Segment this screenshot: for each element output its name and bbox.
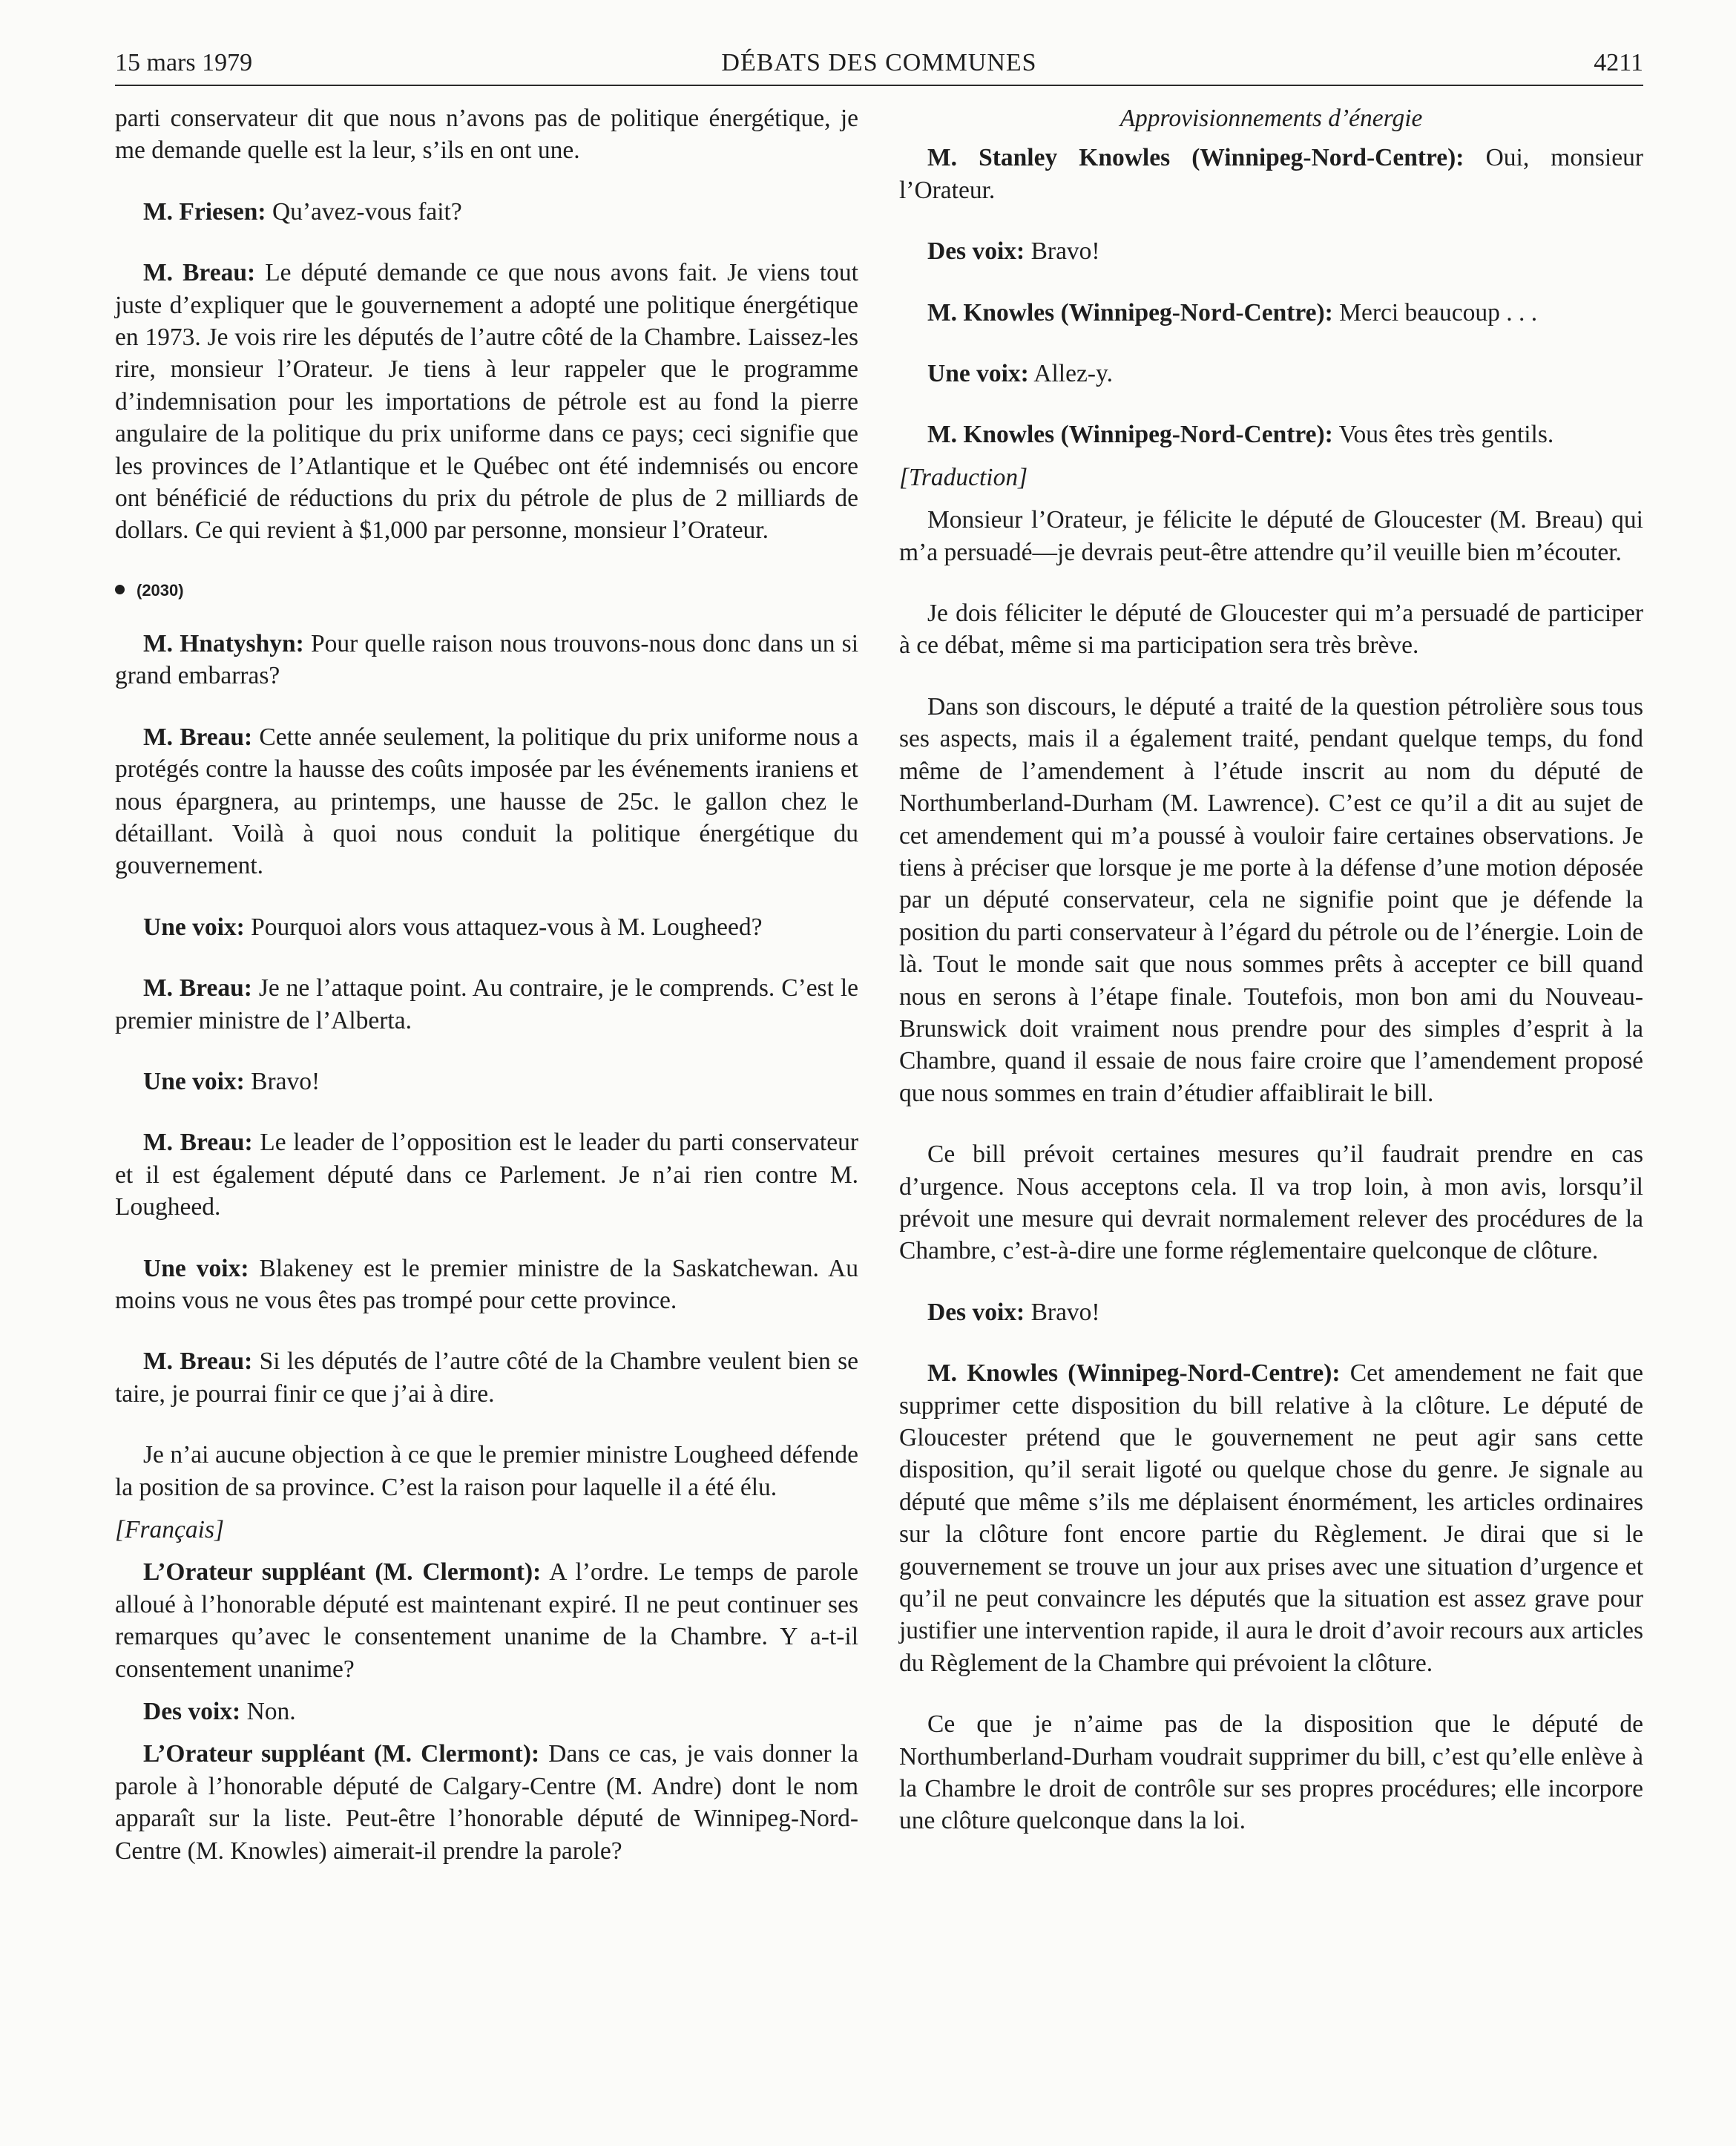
- speech: [115, 257, 858, 547]
- speech-text: Dans ce cas, je vais donner la parole à l’honorable député de Calgary-Centre (M. Andre) dont le nom apparaît sur la liste. Peut-être l’honorable député de Winnipeg-Nord-Centre (M. Knowles) aimerait-il prendre la parole?: [115, 1740, 858, 1865]
- left-column: [115, 102, 858, 1877]
- speech-text: Le député demande ce que nous avons fait. Je viens tout juste d’expliquer que le gouvernement a adopté une politique énergétique en 1973. Je vois rire les députés de l’autre côté de la Chambre. Laissez-les rire, monsieur l’Orateur. Je tiens à leur rappeler que le programme d’indemnisation pour les importations de pétrole est au fond la pierre angulaire de la politique du prix uniforme dans ce pays; ceci signifie que les provinces de l’Atlantique et le Québec ont été indemnisés ou encore ont bénéficié de réductions du prix du pétrole de plus de 2 milliards de dollars. Ce qui revient à $1,000 par personne, monsieur l’Orateur.: [115, 259, 858, 545]
- header-title: DÉBATS DES COMMUNES: [721, 49, 1037, 76]
- speech-text: Merci beaucoup . . .: [1332, 298, 1538, 327]
- speech-text: Pourquoi alors vous attaquez-vous à M. Lougheed?: [244, 913, 763, 941]
- speech: [115, 911, 858, 943]
- section-heading: Approvisionnements d’énergie: [1119, 105, 1423, 132]
- paragraph: Je dois féliciter le député de Gloucester qui m’a persuadé de participer à ce débat, même si ma participation sera très brève.: [899, 600, 1643, 660]
- speech-text: Vous êtes très gentils.: [1332, 421, 1554, 449]
- speech-text: Qu’avez-vous fait?: [266, 197, 462, 226]
- speech-text: Je ne l’attaque point. Au contraire, je le comprends. C’est le premier ministre de l’Alberta.: [115, 974, 858, 1034]
- speech: [115, 628, 858, 692]
- speaker: M. Breau:: [143, 723, 253, 751]
- paragraph: Ce bill prévoit certaines mesures qu’il faudrait prendre en cas d’urgence. Nous acceptons cela. Il va trop loin, à mon avis, lorsqu’il prévoit une mesure qui devrait normalement relever des procédures de la Chambre, c’est-à-dire une forme réglementaire quelconque de clôture.: [899, 1141, 1643, 1265]
- speech-text: Bravo!: [1025, 237, 1100, 266]
- time-label: (2030): [137, 580, 184, 600]
- speech-text: Blakeney est le premier ministre de la Saskatchewan. Au moins vous ne vous êtes pas trompé pour cette province.: [115, 1254, 858, 1314]
- speech: [115, 1556, 858, 1685]
- speech: [115, 972, 858, 1037]
- page-number: 4211: [1594, 49, 1643, 76]
- speech-text: Bravo!: [1025, 1298, 1100, 1326]
- speaker: L’Orateur suppléant (M. Clermont):: [143, 1740, 540, 1768]
- speech: [899, 1357, 1643, 1679]
- speaker: Des voix:: [143, 1698, 241, 1726]
- speaker: Des voix:: [927, 237, 1025, 266]
- speaker: Une voix:: [143, 1254, 249, 1282]
- speech: [115, 196, 858, 228]
- speech-text: Le leader de l’opposition est le leader du parti conservateur et il est également député dans ce Parlement. Je n’ai rien contre M. Lougheed.: [115, 1129, 858, 1221]
- speech-text: Cet amendement ne fait que supprimer cette disposition du bill relative à la clôture. Le député de Gloucester prétend que le gouvernement ne peut agir sans cette disposition, qu’il serait ligoté ou quelque chose du genre. Je signale au député que même s’ils me déplaisent énormément, les articles ordinaires sur la clôture font encore partie du Règlement. Je dirai que si le gouvernement se trouve un jour aux prises avec une situation d’urgence et qu’il ne peut convaincre les députés que la situation est assez grave pour justifier une intervention rapide, il aura le droit d’avoir recours aux articles du Règlement de la Chambre qui prévoient la clôture.: [899, 1359, 1643, 1677]
- speech: [115, 1126, 858, 1223]
- speech: [115, 1738, 858, 1867]
- speaker: M. Knowles (Winnipeg-Nord-Centre):: [927, 298, 1333, 327]
- paragraph: Ce que je n’aime pas de la disposition que le député de Northumberland-Durham voudrait supprimer du bill, c’est qu’elle enlève à la Chambre le droit de contrôle sur ses propres procédures; elle incorpore une clôture quelconque dans la loi.: [899, 1710, 1643, 1835]
- language-marker: [Français]: [115, 1516, 225, 1543]
- speech-text: Cette année seulement, la politique du prix uniforme nous a protégés contre la hausse des coûts imposée par les événements iraniens et nous épargnera, au printemps, une hausse de 25c. le gallon chez le détaillant. Voilà à quoi nous conduit la politique énergétique du gouvernement.: [115, 723, 858, 880]
- speech-text: Allez-y.: [1028, 360, 1113, 388]
- speaker: M. Friesen:: [143, 197, 266, 226]
- paragraph: Je n’ai aucune objection à ce que le premier ministre Lougheed défende la position de sa province. C’est la raison pour laquelle il a été élu.: [115, 1441, 858, 1501]
- right-column: [899, 102, 1643, 1866]
- paragraph: parti conservateur dit que nous n’avons pas de politique énergétique, je me demande quelle est la leur, s’ils en ont une.: [115, 105, 858, 165]
- speaker: Une voix:: [143, 1067, 245, 1095]
- speech: [899, 235, 1643, 267]
- speech: [115, 721, 858, 882]
- speaker: M. Breau:: [143, 1348, 253, 1376]
- speaker: M. Breau:: [143, 259, 256, 287]
- language-marker: [Traduction]: [899, 463, 1028, 491]
- speech-text: Pour quelle raison nous trouvons-nous donc dans un si grand embarras?: [115, 629, 859, 690]
- speech: [115, 1696, 858, 1727]
- speech: [899, 1296, 1643, 1328]
- speaker: M. Knowles (Winnipeg-Nord-Centre):: [927, 421, 1333, 449]
- speaker: Une voix:: [143, 913, 245, 941]
- speaker: M. Breau:: [143, 974, 252, 1003]
- speech-text: Non.: [240, 1698, 296, 1726]
- paragraph: Monsieur l’Orateur, je félicite le député de Gloucester (M. Breau) qui m’a persuadé—je devrais peut-être attendre qu’il veuille bien m’écouter.: [899, 506, 1643, 566]
- speech: [899, 358, 1643, 390]
- speech-text: A l’ordre. Le temps de parole alloué à l’honorable député est maintenant expiré. Il ne peut continuer ses remarques qu’avec le consentement unanime de la Chambre. Y a-t-il consentement unanime?: [115, 1558, 858, 1683]
- speech: [899, 419, 1643, 450]
- speech: [899, 142, 1643, 206]
- paragraph: Dans son discours, le député a traité de la question pétrolière sous tous ses aspects, mais il a également traité, pendant quelque temps, du fond même de l’amendement à l’étude inscrit au nom du député de Northumberland-Durham (M. Lawrence). C’est ce qu’il a dit au sujet de cet amendement qui m’a poussé à vouloir faire certaines observations. Je tiens à préciser que lorsque je me porte à la défense d’une motion déposée par un député conservateur, cela ne signifie point que je défende la position du parti conservateur à l’égard du pétrole ou de l’énergie. Loin de là. Tout le monde sait que nous sommes prêts à accepter ce bill quand nous en serons à l’étape finale. Toutefois, mon bon ami du Nouveau-Brunswick doit vraiment nous prendre pour des simples d’esprit à la Chambre, quand il essaie de nous faire croire que l’amendement proposé que nous sommes en train d’étudier affaiblirait le bill.: [899, 692, 1643, 1107]
- speech-text: Bravo!: [244, 1067, 320, 1095]
- speaker: Des voix:: [927, 1298, 1025, 1326]
- speaker: L’Orateur suppléant (M. Clermont):: [143, 1558, 542, 1586]
- speaker: M. Hnatyshyn:: [143, 629, 304, 657]
- speech-text: Si les députés de l’autre côté de la Chambre veulent bien se taire, je pourrai finir ce que j’ai à dire.: [115, 1348, 858, 1408]
- speech: [899, 297, 1643, 329]
- speech: [115, 1253, 858, 1317]
- speech: [115, 1345, 858, 1410]
- speaker: M. Stanley Knowles (Winnipeg-Nord-Centre):: [927, 144, 1464, 172]
- speaker: M. Breau:: [143, 1129, 253, 1157]
- speech: [115, 1066, 858, 1097]
- speaker: Une voix:: [927, 360, 1029, 388]
- bullet-icon: [115, 585, 125, 594]
- speaker: M. Knowles (Winnipeg-Nord-Centre):: [927, 1359, 1341, 1388]
- header-date: 15 mars 1979: [115, 49, 253, 76]
- time-marker: [115, 576, 858, 606]
- speech-text: Oui, monsieur l’Orateur.: [899, 144, 1643, 204]
- running-header: [115, 46, 1643, 86]
